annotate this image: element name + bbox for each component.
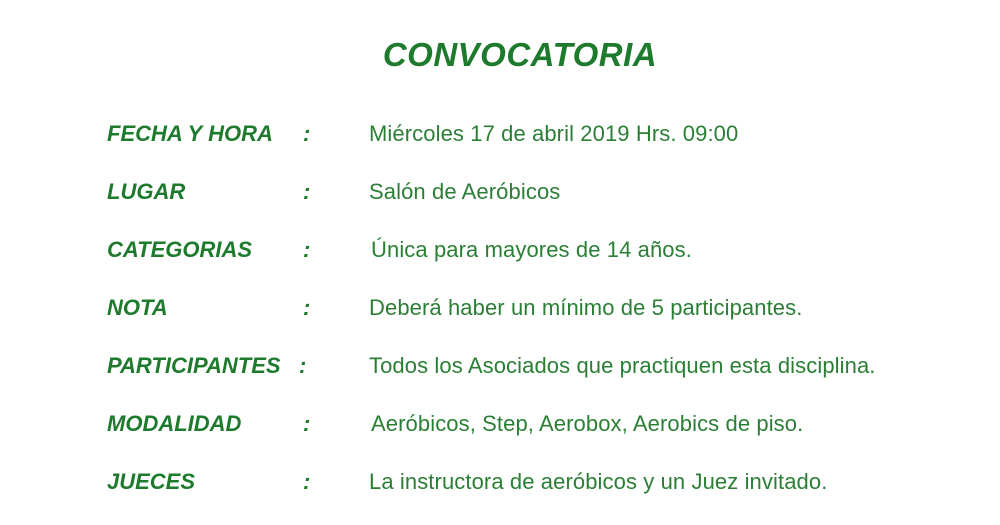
detail-value: Única para mayores de 14 años.	[371, 237, 692, 262]
detail-label: FECHA Y HORA	[107, 121, 273, 146]
detail-value: Todos los Asociados que practiquen esta disciplina.	[369, 353, 876, 378]
detail-label: PARTICIPANTES	[107, 353, 281, 378]
detail-row-lugar	[107, 170, 987, 228]
details-list	[107, 112, 987, 518]
detail-value: Miércoles 17 de abril 2019 Hrs. 09:00	[369, 121, 739, 146]
detail-colon: :	[303, 295, 311, 320]
detail-colon: :	[303, 469, 311, 494]
detail-colon: :	[303, 121, 311, 146]
detail-row-categorias	[107, 228, 987, 286]
detail-label: MODALIDAD	[107, 411, 242, 436]
detail-label: LUGAR	[107, 179, 186, 204]
detail-row-participantes	[107, 344, 987, 402]
detail-value: Aeróbicos, Step, Aerobox, Aerobics de piso.	[371, 411, 804, 436]
detail-value: Salón de Aeróbicos	[369, 179, 561, 204]
detail-label: JUECES	[107, 469, 196, 494]
detail-colon: :	[303, 179, 311, 204]
detail-value: La instructora de aeróbicos y un Juez invitado.	[369, 469, 828, 494]
detail-row-modalidad	[107, 402, 987, 460]
detail-row-jueces	[107, 460, 987, 518]
detail-label: NOTA	[107, 295, 168, 320]
detail-colon: :	[303, 411, 311, 436]
detail-colon: :	[299, 353, 307, 378]
detail-row-nota	[107, 286, 987, 344]
page-title: CONVOCATORIA	[382, 36, 658, 73]
detail-label: CATEGORIAS	[107, 237, 253, 262]
detail-row-fecha-hora	[107, 112, 987, 170]
detail-colon: :	[303, 237, 311, 262]
detail-value: Deberá haber un mínimo de 5 participantes.	[369, 295, 803, 320]
